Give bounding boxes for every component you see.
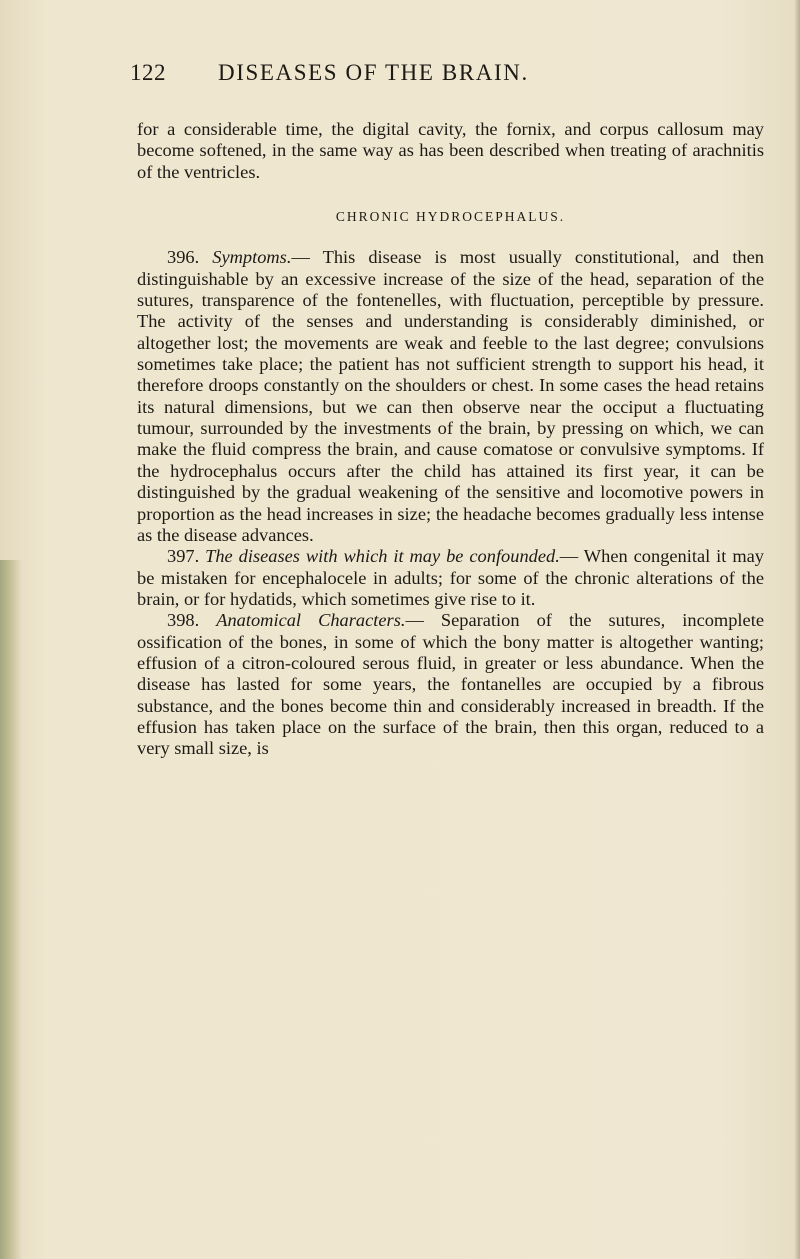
paragraph-number: 398. (167, 610, 200, 631)
body-text (137, 119, 764, 760)
page-edge-shadow (0, 560, 22, 1259)
paragraph-text: — Separation of the sutures, incomplete ossification of the bones, in some of which the bony matter is altogether wanting; effusion of a citron-coloured serous fluid, in greater or less abundance. When the disease has lasted for some years, the fontanelles are occupied by a fibrous substance, and the bones become thin and considerably increased in breadth. If the effusion has taken place on the surface of the brain, then this organ, reduced to a very small size, is (137, 610, 764, 759)
paragraph-text: — When congenital it may be mistaken for encephalocele in adults; for some of the chronic alterations of the brain, or for hydatids, which sometimes give rise to it. (137, 546, 764, 609)
paragraph-number: 396. (167, 247, 200, 268)
page-number: 122 (130, 60, 166, 85)
paragraph-398 (137, 610, 764, 759)
paragraph-title: Anatomical Characters. (216, 610, 406, 631)
running-head: DISEASES OF THE BRAIN. (218, 60, 529, 85)
page-gutter-shadow (794, 0, 800, 1259)
paragraph-title: Symptoms. (212, 247, 292, 268)
paragraph-397 (137, 546, 764, 610)
paragraph-title: The diseases with which it may be confounded. (205, 546, 560, 567)
paragraph-number: 397. (167, 546, 200, 567)
paragraph-text: — This disease is most usually constitutional, and then distinguishable by an excessive increase of the size of the head, separation of the sutures, transparence of the fontenelles, with fluctuation, perceptible by pressure. The activity of the senses and understanding is considerably diminished, or altogether lost; the movements are weak and feeble to the last degree; convulsions sometimes take place; the patient has not sufficient strength to support his head, it therefore droops constantly on the shoulders or chest. In some cases the head retains its natural dimensions, but we can then observe near the occiput a fluctuating tumour, surrounded by the investments of the brain, by pressing on which, we can make the fluid compress the brain, and cause comatose or convulsive symptoms. If the hydrocephalus occurs after the child has attained its first year, it can be distinguished by the gradual weakening of the sensitive and locomotive powers in proportion as the head increases in size; the headache becomes gradually less intense as the disease advances. (137, 247, 764, 545)
section-heading: CHRONIC HYDROCEPHALUS. (335, 209, 566, 225)
intro-paragraph: for a considerable time, the digital cavity, the fornix, and corpus callosum may become softened, in the same way as has been described when treating of arachnitis of the ventricles. (137, 119, 764, 182)
paragraph-396 (137, 247, 764, 546)
page-header (130, 60, 670, 94)
